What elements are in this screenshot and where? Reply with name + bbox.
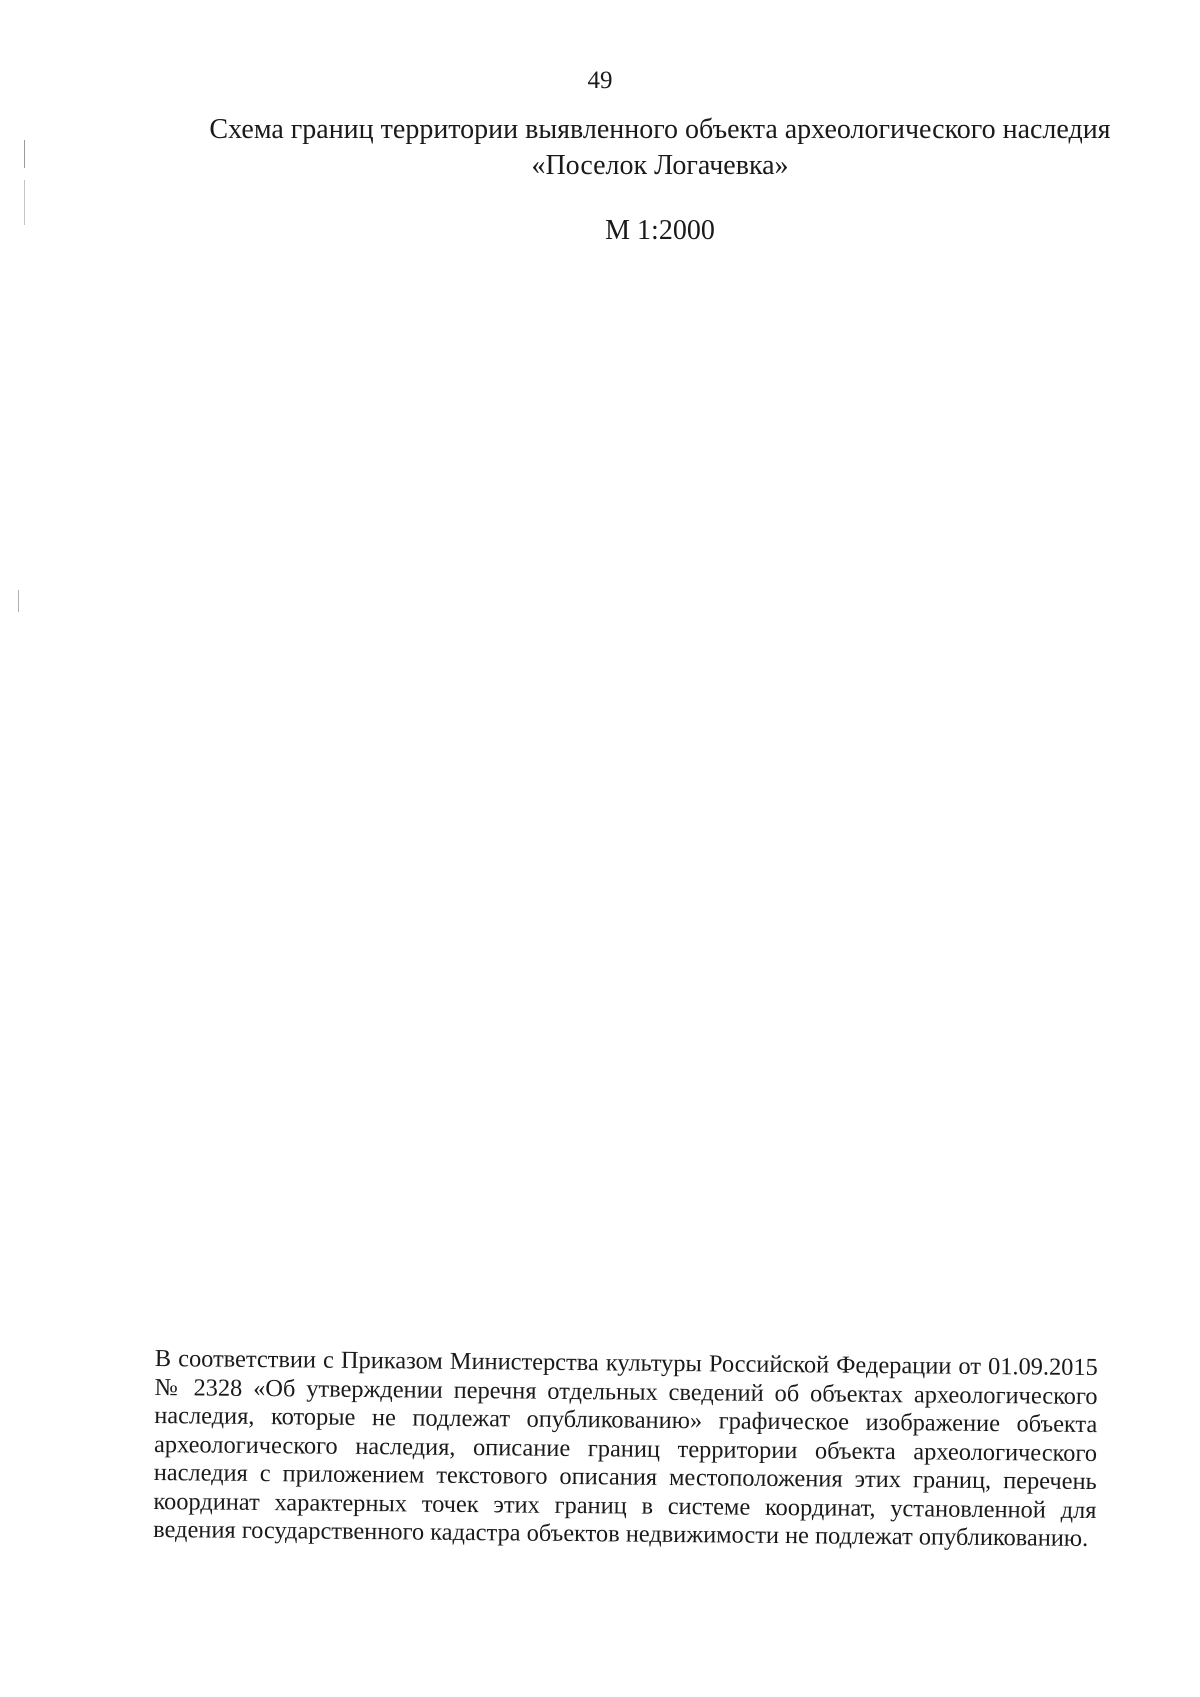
notice-line: наследия, которые не подлежат опубликованию» графическое изображение объекта [154, 1401, 1098, 1439]
scan-mark [18, 590, 19, 612]
notice-line: наследия с приложением текстового описания местоположения этих границ, перечень [153, 1458, 1097, 1496]
document-title [190, 112, 1130, 184]
notice-line: В соответствии с Приказом Министерства культуры Российской Федерации от 01.09.2015 [154, 1345, 1098, 1382]
scan-mark [24, 140, 25, 168]
notice-line: ведения государственного кадастра объектов недвижимости не подлежат опубликованию. [153, 1515, 1089, 1552]
publication-notice [153, 1345, 1098, 1554]
page-number: 49 [587, 67, 613, 94]
notice-line: координат характерных точек этих границ в системе координат, установленной для [153, 1487, 1097, 1524]
notice-line: археологического наследия, описание границ территории объекта археологического [153, 1430, 1098, 1467]
scan-mark [24, 180, 25, 225]
notice-line: № 2328 «Об утверждении перечня отдельных сведений об объектах археологического [154, 1373, 1098, 1410]
map-scale: М 1:2000 [605, 215, 715, 246]
title-line-1: Схема границ территории выявленного объекта археологического наследия [209, 114, 1111, 145]
title-line-2: «Поселок Логачевка» [531, 150, 789, 181]
